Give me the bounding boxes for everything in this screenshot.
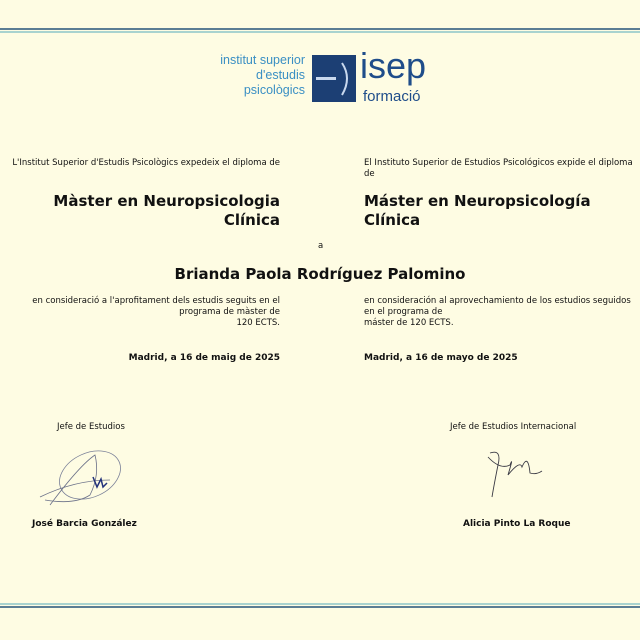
top-border-line bbox=[0, 28, 640, 30]
signature-left-icon bbox=[35, 445, 135, 520]
catalan-body bbox=[6, 296, 280, 329]
catalan-body-line2: 120 ECTS. bbox=[236, 318, 280, 328]
logo-brand: isep bbox=[360, 45, 427, 86]
signature-name-right: Alicia Pinto La Roque bbox=[463, 519, 571, 529]
spanish-intro: El Instituto Superior de Estudios Psicológicos expide el diploma de bbox=[364, 158, 633, 179]
signature-role-right: Jefe de Estudios Internacional bbox=[450, 422, 577, 432]
logo-line: psicològics bbox=[243, 83, 305, 97]
bottom-border-line bbox=[0, 606, 640, 608]
logo-line: d'estudis bbox=[256, 68, 305, 82]
logo-subtitle: formació bbox=[363, 88, 421, 105]
spanish-body-line2: máster de 120 ECTS. bbox=[364, 318, 454, 328]
spanish-date: Madrid, a 16 de mayo de 2025 bbox=[364, 353, 518, 363]
catalan-intro: L'Institut Superior d'Estudis Psicològics expedeix el diploma de bbox=[12, 158, 280, 168]
spanish-degree: Máster en Neuropsicología Clínica bbox=[364, 192, 591, 229]
spanish-body-line1: en consideración al aprovechamiento de los estudios seguidos en el programa de bbox=[364, 296, 631, 317]
signature-right-icon bbox=[480, 445, 550, 500]
catalan-date: Madrid, a 16 de maig de 2025 bbox=[128, 353, 280, 363]
spanish-body bbox=[364, 296, 634, 329]
signature-name-left: José Barcia González bbox=[32, 519, 137, 529]
catalan-degree: Màster en Neuropsicologia Clínica bbox=[53, 192, 280, 229]
recipient-name: Brianda Paola Rodríguez Palomino bbox=[174, 265, 466, 283]
signature-role-left: Jefe de Estudios bbox=[57, 422, 125, 432]
logo-emblem-icon bbox=[312, 55, 356, 102]
logo-institute-text bbox=[200, 53, 305, 98]
catalan-body-line1: en consideració a l'aprofitament dels estudis seguits en el programa de màster de bbox=[32, 296, 280, 317]
logo-line: institut superior bbox=[220, 53, 305, 67]
connector-text: a bbox=[318, 241, 324, 251]
